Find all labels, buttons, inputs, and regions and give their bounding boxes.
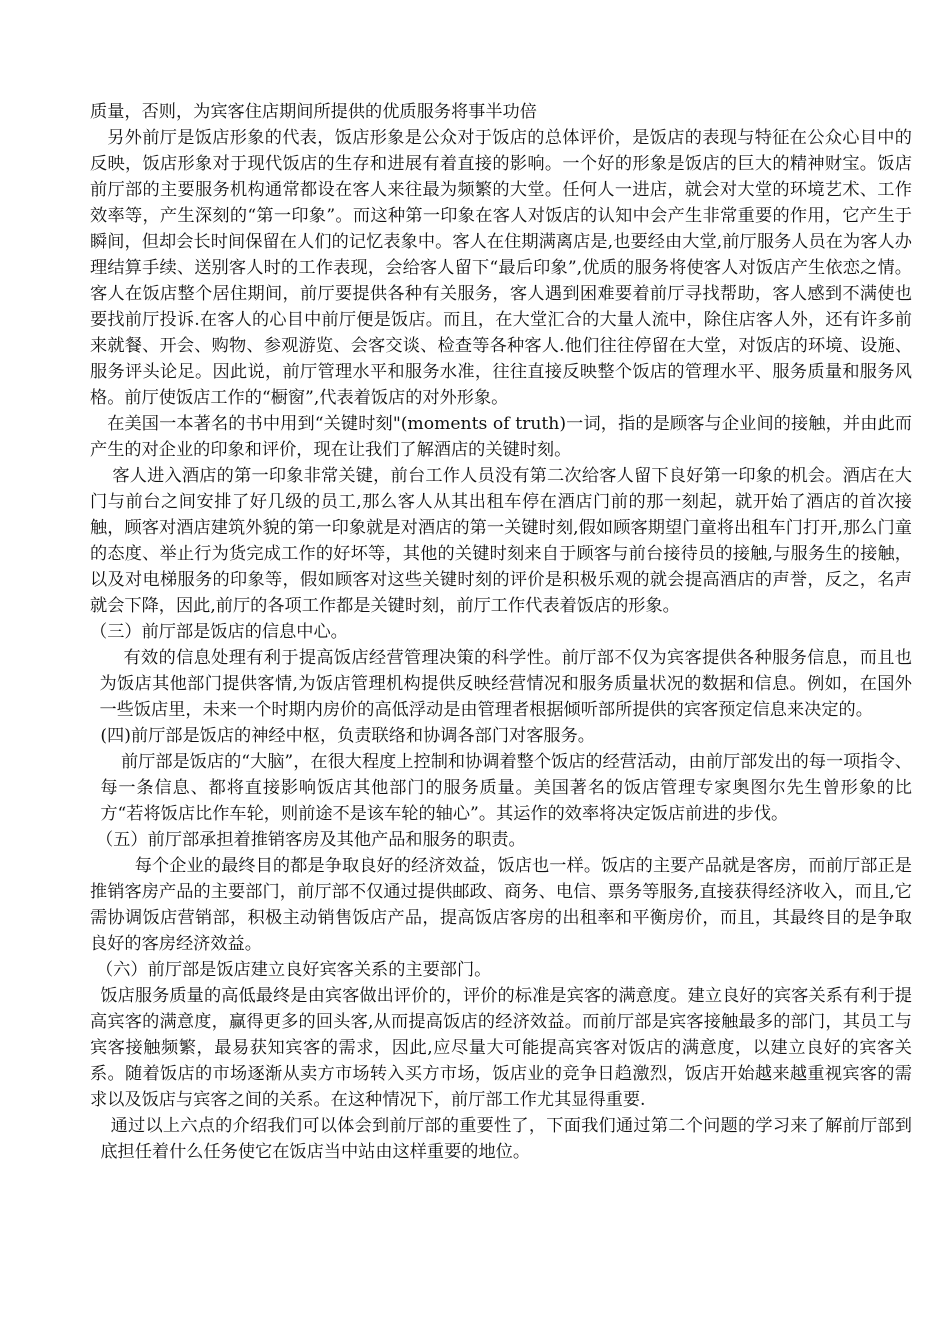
heading-guest-relations: （六）前厅部是饭店建立良好宾客关系的主要部门。 xyxy=(96,960,492,980)
document-page xyxy=(90,99,912,1165)
paragraph-guest-satisfaction: 饭店服务质量的高低最终是由宾客做出评价的，评价的标准是宾客的满意度。建立良好的宾客关系有利于提高宾客的满意度，赢得更多的回头客,从而提高饭店的经济效益。而前厅部是宾客接触最多的部门，其员工与宾客接触频繁，最易获知宾客的需求，因此,应尽量大可能提高宾客对饭店的满意度，以建立良好的宾客关系。随着饭店的市场逐渐从卖方市场转入买方市场，饭店业的竞争日趋激烈，饭店开始越来越重视宾客的需求以及饭店与宾客之间的关系。在这种情况下，前厅部工作尤其显得重要. xyxy=(90,986,912,1110)
paragraph-moments-of-truth: 在美国一本著名的书中用到“关键时刻"(moments of truth)一词，指的是顾客与企业间的接触，并由此而产生的对企业的印象和评价，现在让我们了解酒店的关键时刻。 xyxy=(90,414,912,460)
heading-information-center: （三）前厅部是饭店的信息中心。 xyxy=(90,622,348,642)
paragraph-economic-benefit: 每个企业的最终目的都是争取良好的经济效益，饭店也一样。饭店的主要产品就是客房，而前厅部正是推销客房产品的主要部门，前厅部不仅通过提供邮政、商务、电信、票务等服务,直接获得经济收入，而且,它需协调饭店营销部，积极主动销售饭店产品，提高饭店客房的出租率和平衡房价，而且，其最终目的是争取良好的客房经济效益。 xyxy=(90,856,912,954)
paragraph-conclusion: 通过以上六点的介绍我们可以体会到前厅部的重要性了，下面我们通过第二个问题的学习来了解前厅部到底担任着什么任务使它在饭店当中站由这样重要的地位。 xyxy=(100,1116,912,1162)
paragraph-information-processing: 有效的信息处理有利于提高饭店经营管理决策的科学性。前厅部不仅为宾客提供各种服务信息，而且也为饭店其他部门提供客情,为饭店管理机构提供反映经营情况和服务质量状况的数据和信息。例如，在国外一些饭店里，未来一个时期内房价的高低浮动是由管理者根据倾听部所提供的宾客预定信息来决定的。 xyxy=(99,648,912,720)
paragraph-brain: 前厅部是饭店的“大脑”，在很大程度上控制和协调着整个饭店的经营活动，由前厅部发出的每一项指令、每一条信息、都将直接影响饭店其他部门的服务质量。美国著名的饭店管理专家奥图尔先生曾形象的比方“若将饭店比作车轮，则前途不是该车轮的轴心”。其运作的效率将决定饭店前进的步伐。 xyxy=(100,752,912,824)
paragraph-front-office-image: 另外前厅是饭店形象的代表，饭店形象是公众对于饭店的总体评价，是饭店的表现与特征在公众心目中的反映，饭店形象对于现代饭店的生存和进展有着直接的影响。一个好的形象是饭店的巨大的精神财宝。饭店前厅部的主要服务机构通常都设在客人来往最为频繁的大堂。任何人一进店，就会对大堂的环境艺术、工作效率等，产生深刻的“第一印象”。而这种第一印象在客人对饭店的认知中会产生非常重要的作用，它产生于瞬间，但却会长时间保留在人们的记忆表象中。客人在住期满离店是,也要经由大堂,前厅服务人员在为客人办理结算手续、送别客人时的工作表现，会给客人留下“最后印象”,优质的服务将使客人对饭店产生依恋之情。客人在饭店整个居住期间，前厅要提供各种有关服务，客人遇到困难要着前厅寻找帮助，客人感到不满使也要找前厅投诉.在客人的心目中前厅便是饭店。而且，在大堂汇合的大量人流中，除住店客人外，还有许多前来就餐、开会、购物、参观游览、会客交谈、检查等各种客人.他们往往停留在大堂，对饭店的环境、设施、服务评头论足。因此说，前厅管理水平和服务水准，往往直接反映整个饭店的管理水平、服务质量和服务风格。前厅使饭店工作的“橱窗”,代表着饭店的对外形象。 xyxy=(90,128,912,408)
heading-nerve-center: (四)前厅部是饭店的神经中枢，负责联络和协调各部门对客服务。 xyxy=(100,726,595,746)
paragraph-first-impression: 客人进入酒店的第一印象非常关键，前台工作人员没有第二次给客人留下良好第一印象的机会。酒店在大门与前台之间安排了好几级的员工,那么客人从其出租车停在酒店门前的那一刻起，就开始了酒店的首次接触，顾客对酒店建筑外貌的第一印象就是对酒店的第一关键时刻,假如顾客期望门童将出租车门打开,那么门童的态度、举止行为货完成工作的好坏等，其他的关键时刻来自于顾客与前台接待员的接触,与服务生的接触，以及对电梯服务的印象等，假如顾客对这些关键时刻的评价是积极乐观的就会提高酒店的声誉，反之，名声就会下降，因此,前厅的各项工作都是关键时刻，前厅工作代表着饭店的形象。 xyxy=(90,466,912,616)
paragraph-quality-continuation: 质量，否则，为宾客住店期间所提供的优质服务将事半功倍 xyxy=(90,102,537,122)
heading-sales-duty: （五）前厅部承担着推销客房及其他产品和服务的职责。 xyxy=(96,830,526,850)
